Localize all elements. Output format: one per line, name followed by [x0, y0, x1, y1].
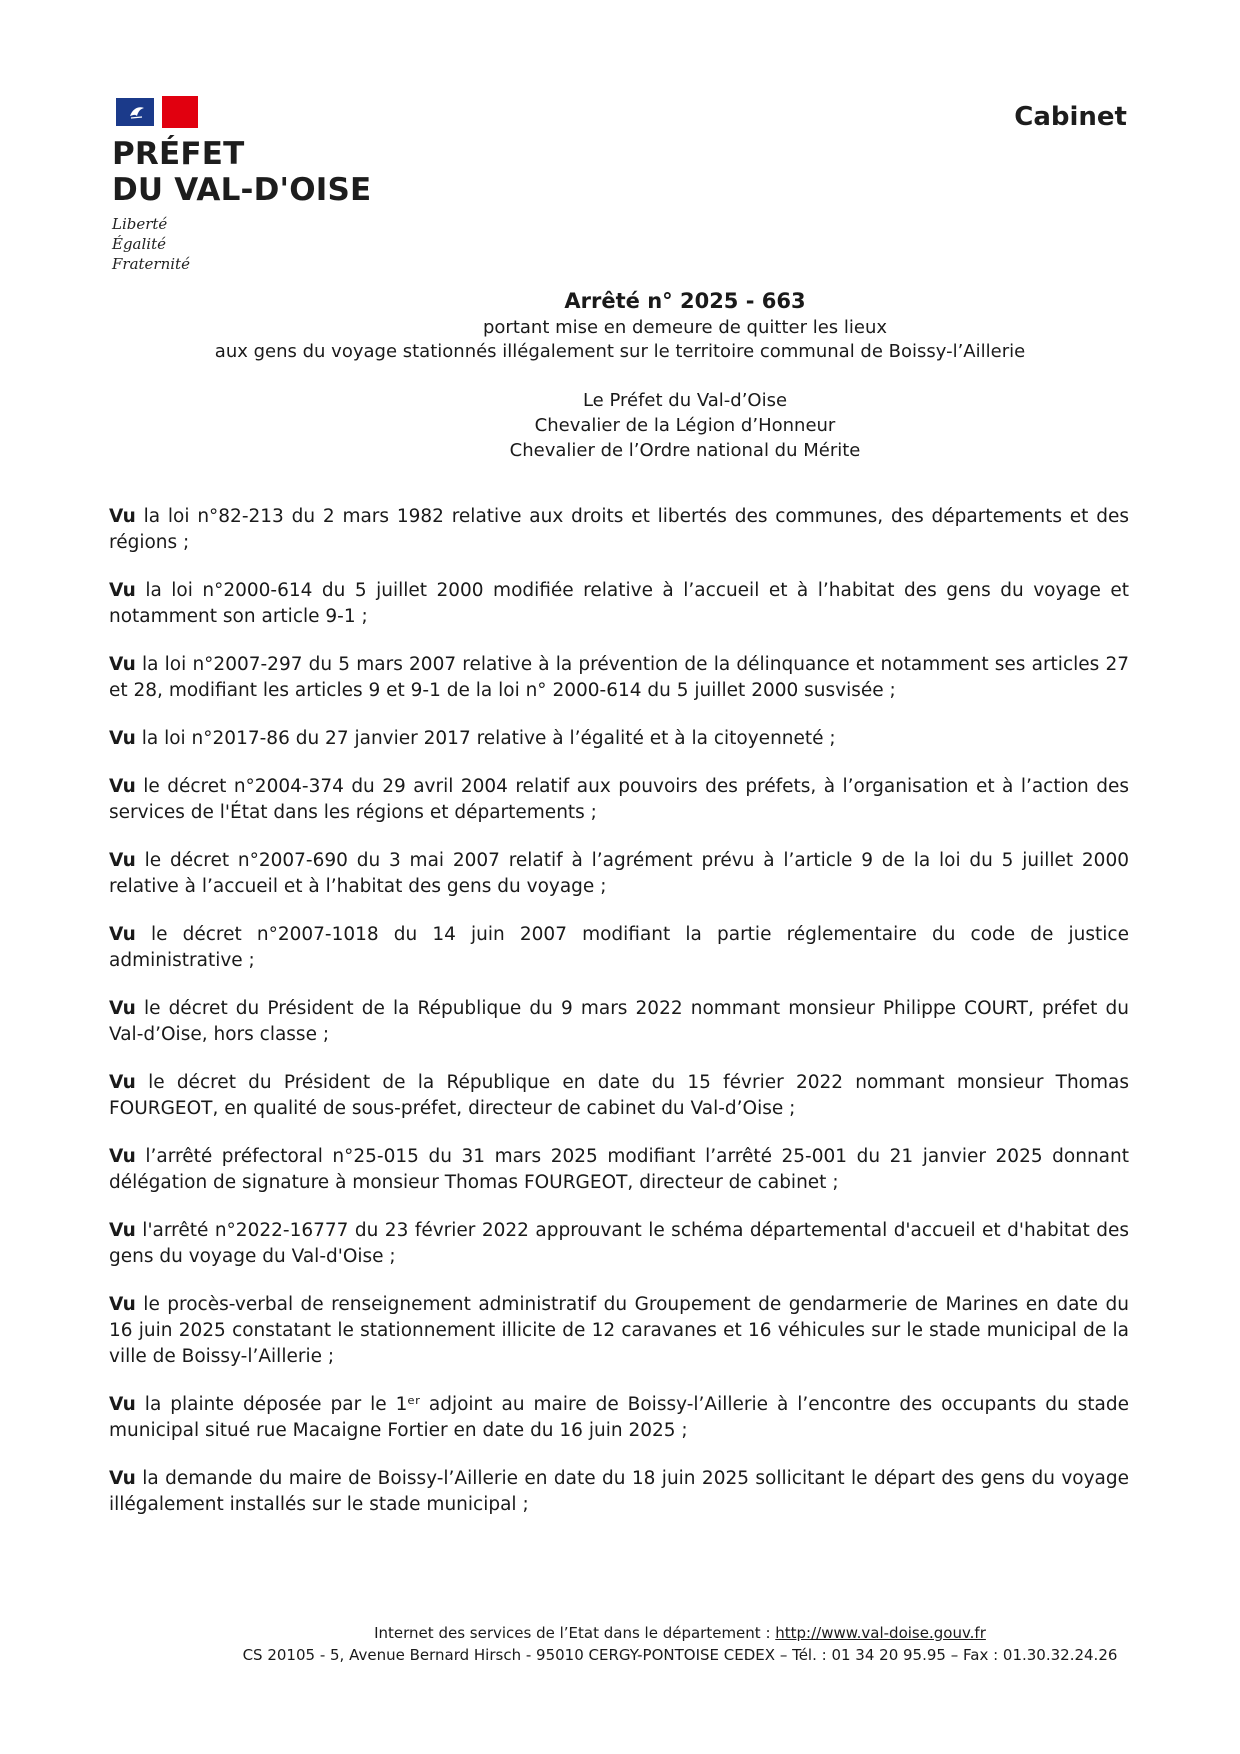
visa-item — [109, 726, 1129, 752]
footer-website-label: Internet des services de l’Etat dans le département : — [374, 1624, 776, 1642]
marianne-icon — [128, 104, 146, 120]
visa-lead: Vu — [109, 654, 136, 675]
visa-lead: Vu — [109, 1468, 136, 1489]
arrete-subtitle-line1: portant mise en demeure de quitter les lieux — [482, 317, 888, 338]
republic-motto — [112, 214, 371, 274]
motto-liberte: Liberté — [112, 215, 168, 233]
visa-text: la loi n°2000-614 du 5 juillet 2000 modifiée relative à l’accueil et à l’habitat des gens du voyage et notamment son article 9-1 ; — [109, 580, 1129, 627]
prefect-line2: Chevalier de la Légion d’Honneur — [534, 415, 836, 436]
prefect-line1: Le Préfet du Val-d’Oise — [582, 390, 788, 411]
visa-lead: Vu — [109, 924, 136, 945]
visa-item — [109, 578, 1129, 630]
republic-flag — [112, 96, 200, 128]
visa-lead: Vu — [109, 1146, 136, 1167]
flag-white-band — [154, 98, 162, 126]
visa-item — [109, 996, 1129, 1048]
visa-text: le décret du Président de la République du 9 mars 2022 nommant monsieur Philippe COURT, préfet du Val-d’Oise, hors classe ; — [109, 998, 1129, 1045]
visa-item — [109, 1466, 1129, 1518]
visa-lead: Vu — [109, 776, 136, 797]
visa-item — [109, 1070, 1129, 1122]
prefecture-name-line2: DU VAL-D'OISE — [112, 172, 372, 208]
visa-item — [109, 652, 1129, 704]
visa-text: le décret n°2007-690 du 3 mai 2007 relatif à l’agrément prévu à l’article 9 de la loi du 5 juillet 2000 relative à l’accueil et à l’habitat des gens du voyage ; — [109, 850, 1129, 897]
visa-lead: Vu — [109, 1072, 136, 1093]
visa-text: le décret n°2007-1018 du 14 juin 2007 modifiant la partie réglementaire du code de justice administrative ; — [109, 924, 1129, 971]
page-footer — [0, 1622, 1240, 1666]
visa-lead: Vu — [109, 580, 136, 601]
visa-item — [109, 504, 1129, 556]
visa-text: la loi n°2017-86 du 27 janvier 2017 relative à l’égalité et à la citoyenneté ; — [135, 728, 836, 749]
visa-text: la loi n°82-213 du 2 mars 1982 relative aux droits et libertés des communes, des départements et des régions ; — [109, 506, 1129, 553]
visa-lead: Vu — [109, 1220, 136, 1241]
visas-list — [109, 504, 1129, 1540]
visa-item — [109, 1392, 1129, 1444]
visa-text: l'arrêté n°2022-16777 du 23 février 2022 approuvant le schéma départemental d'accueil et d'habitat des gens du voyage du Val-d'Oise ; — [109, 1220, 1129, 1267]
service-name: Cabinet — [1014, 102, 1127, 132]
visa-item — [109, 1292, 1129, 1370]
visa-text: le décret n°2004-374 du 29 avril 2004 relatif aux pouvoirs des préfets, à l’organisation et à l’action des services de l'État dans les régions et départements ; — [109, 776, 1129, 823]
arrete-header — [0, 286, 1240, 463]
prefecture-name-line1: PRÉFET — [112, 136, 245, 172]
prefect-titles — [130, 388, 1240, 463]
visa-item — [109, 848, 1129, 900]
prefecture-logo — [112, 96, 371, 274]
arrete-subtitle-line2: aux gens du voyage stationnés illégalement sur le territoire communal de Boissy-l’Aillerie — [214, 341, 1026, 362]
motto-egalite: Égalité — [112, 235, 166, 253]
visa-lead: Vu — [109, 850, 136, 871]
visa-lead: Vu — [109, 1394, 136, 1415]
visa-lead: Vu — [109, 1294, 136, 1315]
flag-red-band — [162, 96, 198, 128]
visa-item — [109, 1144, 1129, 1196]
visa-text: la loi n°2007-297 du 5 mars 2007 relative à la prévention de la délinquance et notamment ses articles 27 et 28, modifiant les articles 9 et 9-1 de la loi n° 2000-614 du 5 juillet 2000 susvisée ; — [109, 654, 1129, 701]
footer-website-link[interactable]: http://www.val-doise.gouv.fr — [775, 1624, 986, 1642]
visa-item — [109, 774, 1129, 826]
footer-address: CS 20105 - 5, Avenue Bernard Hirsch - 95010 CERGY-PONTOISE CEDEX – Tél. : 01 34 20 95.95 – Fax : 01.30.32.24.26 — [242, 1646, 1118, 1664]
visa-text: le procès-verbal de renseignement administratif du Groupement de gendarmerie de Marines en date du 16 juin 2025 constatant le stationnement illicite de 12 caravanes et 16 véhicules sur le stade municipal de la ville de Boissy-l’Aillerie ; — [109, 1294, 1129, 1367]
visa-item — [109, 922, 1129, 974]
visa-lead: Vu — [109, 506, 136, 527]
motto-fraternite: Fraternité — [112, 255, 190, 273]
visa-item — [109, 1218, 1129, 1270]
footer-website-line — [120, 1622, 1240, 1644]
prefect-line3: Chevalier de l’Ordre national du Mérite — [509, 440, 861, 461]
visa-lead: Vu — [109, 728, 136, 749]
visa-text: le décret du Président de la République en date du 15 février 2022 nommant monsieur Thomas FOURGEOT, en qualité de sous-préfet, directeur de cabinet du Val-d’Oise ; — [109, 1072, 1129, 1119]
visa-text: la demande du maire de Boissy-l’Aillerie en date du 18 juin 2025 sollicitant le départ des gens du voyage illégalement installés sur le stade municipal ; — [109, 1468, 1129, 1515]
visa-text: l’arrêté préfectoral n°25-015 du 31 mars 2025 modifiant l’arrêté 25-001 du 21 janvier 2025 donnant délégation de signature à monsieur Thomas FOURGEOT, directeur de cabinet ; — [109, 1146, 1129, 1193]
prefecture-name — [112, 136, 371, 208]
arrete-title: Arrêté n° 2025 - 663 — [564, 289, 806, 313]
visa-text: la plainte déposée par le 1ᵉʳ adjoint au maire de Boissy-l’Aillerie à l’encontre des occupants du stade municipal situé rue Macaigne Fortier en date du 16 juin 2025 ; — [109, 1394, 1129, 1441]
visa-lead: Vu — [109, 998, 136, 1019]
